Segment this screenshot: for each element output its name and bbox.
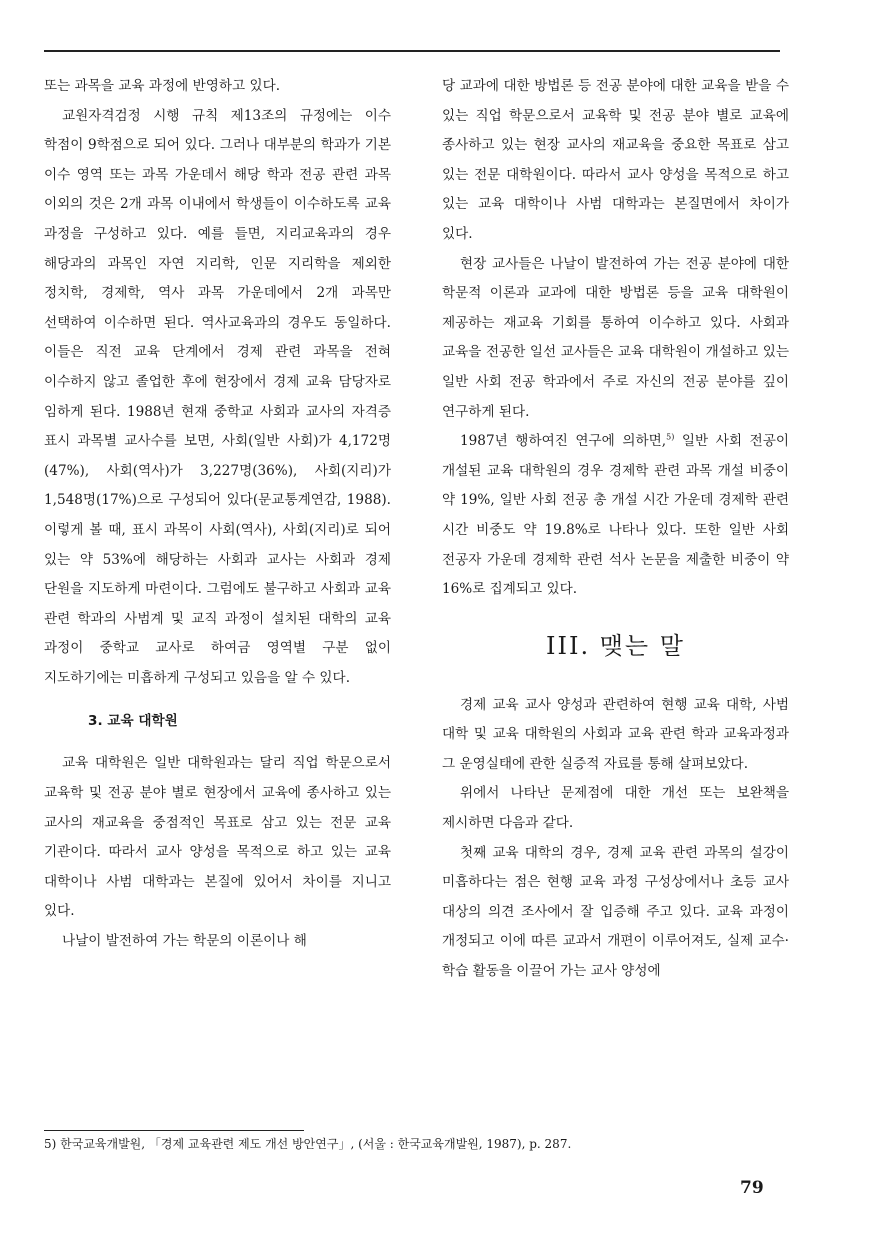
paragraph: 교육 대학원은 일반 대학원과는 달리 직업 학문으로서 교육학 및 전공 분야 별로 현장에서 교육에 종사하고 있는 교사의 재교육을 중점적인 목표로 삼고 있는 전문 교육 기관이다. 따라서 교사 양성을 목적으로 하고 있는 교육 대학이나 사범 대학과는 본질에 있어서 차이를 지니고 있다. xyxy=(44,755,391,920)
paragraph: 위에서 나타난 문제점에 대한 개선 또는 보완책을 제시하면 다음과 같다. xyxy=(442,785,789,832)
footnote-reference: 5) xyxy=(666,432,675,442)
page-number: 79 xyxy=(740,1178,764,1198)
paragraph: 당 교과에 대한 방법론 등 전공 분야에 대한 교육을 받을 수 있는 직업 학문으로서 교육학 및 전공 분야 별로 교육에 종사하고 있는 현장 교사의 재교육을 중요한 목표로 삼고 있는 전문 대학원이다. 따라서 교사 양성을 목적으로 하고 있는 교육 대학이나 사범 대학과는 본질면에서 차이가 있다. xyxy=(442,78,789,242)
paragraph: 첫째 교육 대학의 경우, 경제 교육 관련 과목의 설강이 미흡하다는 점은 현행 교육 과정 구성상에서나 초등 교사 대상의 의견 조사에서 잘 입증해 주고 있다. 교육 과정이 개정되고 이에 따른 교과서 개편이 이루어져도, 실제 교수·학습 활동을 이끌어 가는 교사 양성에 xyxy=(442,844,789,980)
subsection-heading: 3. 교육 대학원 xyxy=(88,713,178,730)
paragraph: 경제 교육 교사 양성과 관련하여 현행 교육 대학, 사범 대학 및 교육 대학원의 사회과 교육 관련 학과 교육과정과 그 운영실태에 관한 실증적 자료를 통해 살펴보았다. xyxy=(442,696,789,772)
paragraph: 나날이 발전하여 가는 학문의 이론이나 해 xyxy=(62,933,307,950)
paragraph: 교원자격검정 시행 규칙 제13조의 규정에는 이수 학점이 9학점으로 되어 있다. 그러나 대부분의 학과가 기본 이수 영역 또는 과목 가운데서 해당 학과 전공 관련 과목 이외의 것은 2개 과목 이내에서 학생들이 이수하도록 교육 과정을 구성하고 있다. 예를 들면, 지리교육과의 경우 해당과의 과목인 자연 지리학, 인문 지리학을 제외한 정치학, 경제학, 역사 과목 가운데에서 2개 과목만 선택하여 이수하면 된다. 역사교육과의 경우도 동일하다. 이들은 직전 교육 단계에서 경제 관련 과목을 전혀 이수하지 않고 졸업한 후에 현장에서 경제 교육 담당자로 임하게 된다. 1988년 현재 중학교 사회과 교사의 자격증 표시 과목별 교사수를 보면, 사회(일반 사회)가 4,172명(47%), 사회(역사)가 3,227명(36%), 사회(지리)가 1,548명(17%)으로 구성되어 있다(문교통계연감, 1988). 이렇게 볼 때, 표시 과목이 사회(역사), 사회(지리)로 되어 있는 약 53%에 해당하는 사회과 교사는 사회과 경제 단원을 지도하게 마련이다. 그럼에도 불구하고 사회과 교육 관련 학과의 사범계 및 교직 과정이 설치된 대학의 교육 과정이 중학교 교사로 하여금 영역별 구분 없이 지도하기에는 미흡하게 구성되고 있음을 알 수 있다. xyxy=(44,107,391,686)
footnote-rule xyxy=(44,1130,304,1131)
left-column xyxy=(44,72,391,957)
paragraph-text: 1987년 행하여진 연구에 의하면, xyxy=(460,433,667,450)
paragraph xyxy=(442,427,789,605)
right-column xyxy=(442,72,789,987)
footnote: 5) 한국교육개발원, 「경제 교육관련 제도 개선 방안연구」, (서울 : 한국교육개발원, 1987), p. 287. xyxy=(44,1137,572,1151)
paragraph: 또는 과목을 교육 과정에 반영하고 있다. xyxy=(44,78,281,94)
header-rule xyxy=(44,50,780,52)
section-title: III. 맺는 말 xyxy=(546,631,685,660)
paragraph-text: 일반 사회 전공이 개설된 교육 대학원의 경우 경제학 관련 과목 개설 비중이 약 19%, 일반 사회 전공 총 개설 시간 가운데 경제학 관련 시간 비중도 약 19.8%로 나타나 있다. 또한 일반 사회 전공자 가운데 경제학 관련 석사 논문을 제출한 비중이 약 16%로 집계되고 있다. xyxy=(442,433,789,598)
paragraph: 현장 교사들은 나날이 발전하여 가는 전공 분야에 대한 학문적 이론과 교과에 대한 방법론 등을 교육 대학원이 제공하는 재교육 기회를 통하여 이수하고 있다. 사회과 교육을 전공한 일선 교사들은 교육 대학원이 개설하고 있는 일반 사회 전공 학과에서 주로 자신의 전공 분야를 깊이 연구하게 된다. xyxy=(442,255,789,420)
